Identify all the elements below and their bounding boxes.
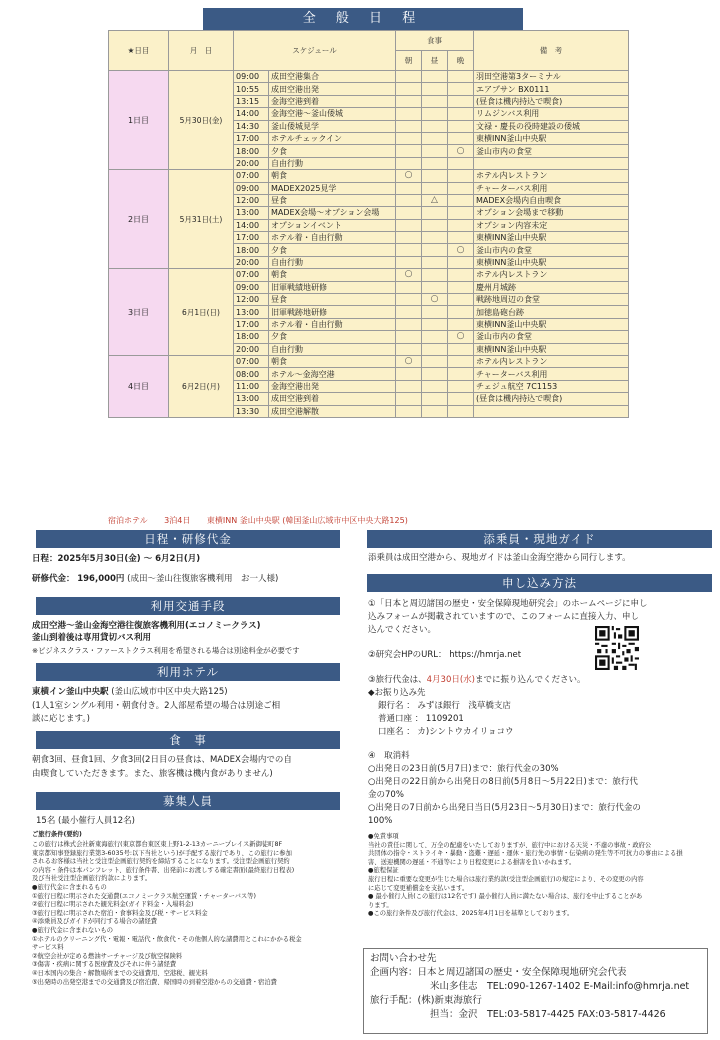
header-notes: 備 考 <box>474 31 629 71</box>
row-time: 11:00 <box>234 380 269 392</box>
row-activity: ホテル着・自由行動 <box>269 318 396 330</box>
cancel-2a: ○出発日の22日前から出発日の8日前(5月8日～5月22日)まで：旅行代 <box>368 777 638 787</box>
row-lunch <box>422 244 448 256</box>
bank-holder-label: 口座名 ： <box>378 727 415 737</box>
fine-print-line: ①ホテルのクリーニング代・電報・電話代・飲食代・その他個人的な諸費用とこれにかかる税金 <box>32 935 302 943</box>
row-activity: 成田空港集合 <box>269 71 396 83</box>
fine-print-line: ●免責事項 <box>368 833 399 840</box>
row-lunch <box>422 145 448 157</box>
bank-acct: 1109201 <box>425 714 464 724</box>
cancel-1: ○出発日の23日前(5月7日)まで：旅行代金の30% <box>368 764 559 774</box>
fine-print-line: ⑤出発時の出発空港までの交通費及び宿泊費、帰国時の到着空港からの交通費・宿泊費 <box>32 978 277 986</box>
row-activity: 昼食 <box>269 194 396 206</box>
contact-planner: 企画内容：日本と周辺諸国の歴史・安全保障現地研究会代表 <box>370 967 627 978</box>
fine-print-line: ④添乗員及びガイドが同行する場合の諸経費 <box>32 918 158 926</box>
schedule-row <box>109 269 629 281</box>
fine-print-line: ②旅行日程に明示された観光料金(ガイド料金・入場料金) <box>32 901 194 909</box>
row-time: 12:00 <box>234 294 269 306</box>
row-activity: MADEX2025見学 <box>269 182 396 194</box>
meals-line2: 由喫食していただきます。また、旅客機は機内食がありません) <box>32 769 273 779</box>
row-lunch <box>422 256 448 268</box>
contact-agency-contact: 担当：金沢 TEL:03-5817-4425 FAX:03-5817-4426 <box>430 1009 666 1020</box>
row-breakfast <box>396 157 422 169</box>
row-activity: オプションイベント <box>269 219 396 231</box>
header-schedule: スケジュール <box>234 31 396 71</box>
cost-note: (成田～釜山往復旅客機利用 お一人様) <box>127 574 279 584</box>
row-lunch <box>422 157 448 169</box>
fine-print-line: 及び当社受注型企画旅行約款によります。 <box>32 875 152 883</box>
row-dinner <box>448 306 474 318</box>
apply-deadline-date: 4月30日(水) <box>426 675 475 685</box>
day-label: 3日目 <box>109 269 169 356</box>
row-time: 17:00 <box>234 132 269 144</box>
row-dinner <box>448 157 474 169</box>
row-lunch <box>422 108 448 120</box>
row-lunch <box>422 207 448 219</box>
hotel-line2: (1人1室シングル利用・朝食付き。2人部屋希望の場合は別途ご相 <box>32 701 281 711</box>
row-note: 東横INN釜山中央駅 <box>474 318 629 330</box>
row-note: 東横INN釜山中央駅 <box>474 232 629 244</box>
cost-label: 研修代金： <box>32 574 75 584</box>
row-time: 18:00 <box>234 331 269 343</box>
bank-acct-label: 普通口座 ： <box>378 714 424 724</box>
row-breakfast <box>396 108 422 120</box>
row-note: 釜山市内の食堂 <box>474 244 629 256</box>
row-lunch: ○ <box>422 294 448 306</box>
row-dinner <box>448 170 474 182</box>
fine-print-line: 東京都知事登録旅行業第3-6035号:以下当社という)が手配する旅行であり、この旅行に参加 <box>32 849 292 857</box>
row-activity: 昼食 <box>269 294 396 306</box>
recruit-text: 15名 (最小催行人員12名) <box>36 816 135 826</box>
contact-title: お問い合わせ先 <box>370 953 437 964</box>
cancel-3b: 100% <box>368 816 393 826</box>
row-lunch <box>422 71 448 83</box>
row-breakfast <box>396 343 422 355</box>
row-time: 09:00 <box>234 281 269 293</box>
day-label: 2日目 <box>109 170 169 269</box>
row-time: 14:30 <box>234 120 269 132</box>
row-dinner: ○ <box>448 331 474 343</box>
fine-print-line: ③旅行日程に明示された宿泊・食事料金及び税・サービス料金 <box>32 909 208 917</box>
row-dinner <box>448 318 474 330</box>
apply-url-line <box>368 649 521 661</box>
row-breakfast <box>396 380 422 392</box>
fine-print-line: ●旅行代金に含まれないもの <box>32 926 114 934</box>
row-note: (昼食は機内持込で喫食) <box>474 393 629 405</box>
row-lunch <box>422 182 448 194</box>
row-time: 09:00 <box>234 71 269 83</box>
fine-print-line: 当社の責任に関して、万全の配慮をいたしておりますが、旅行中における天災・不慮の事故・政府公 <box>368 841 652 849</box>
dates-cost-header: 日程・研修代金 <box>36 530 340 548</box>
row-breakfast <box>396 232 422 244</box>
row-breakfast: ○ <box>396 170 422 182</box>
guide-text: 添乗員は成田空港から、現地ガイドは釜山金海空港から同行します。 <box>368 553 631 563</box>
row-lunch: △ <box>422 194 448 206</box>
row-lunch <box>422 170 448 182</box>
hotel-name: 東横INN 釜山中央駅 (韓国釜山広域市中区中央大路125) <box>206 516 408 525</box>
row-activity: 自由行動 <box>269 157 396 169</box>
row-lunch <box>422 306 448 318</box>
row-note: (昼食は機内持込で喫食) <box>474 95 629 107</box>
recruit-header: 募集人員 <box>36 792 340 810</box>
row-time: 08:00 <box>234 368 269 380</box>
apply-deadline-b: までに振り込んでください。 <box>474 675 586 685</box>
row-dinner <box>448 120 474 132</box>
fine-print-line: ●旅程保証 <box>368 867 399 875</box>
day-date: 6月1日(日) <box>169 269 234 356</box>
row-activity: 自由行動 <box>269 256 396 268</box>
row-lunch <box>422 120 448 132</box>
row-breakfast <box>396 331 422 343</box>
row-dinner <box>448 132 474 144</box>
hotel-line3: 談に応じます。) <box>32 714 90 724</box>
fine-print-line: ②航空会社が定める燃油サーチャージ及び航空保険料 <box>32 952 183 960</box>
row-time: 18:00 <box>234 145 269 157</box>
row-breakfast <box>396 219 422 231</box>
fine-print-right <box>368 833 713 919</box>
row-breakfast <box>396 95 422 107</box>
row-time: 13:30 <box>234 405 269 417</box>
row-time: 14:00 <box>234 108 269 120</box>
row-dinner <box>448 232 474 244</box>
row-dinner: ○ <box>448 244 474 256</box>
row-time: 13:00 <box>234 207 269 219</box>
row-activity: 朝食 <box>269 355 396 367</box>
bank-name-line <box>378 700 511 712</box>
row-activity: 成田空港解散 <box>269 405 396 417</box>
hotel-header: 利用ホテル <box>36 663 340 681</box>
schedule-row <box>109 71 629 83</box>
fine-print-line: ③傷害・疾病に関する医療費及びそれに伴う諸経費 <box>32 961 177 969</box>
row-activity: 釜山倭城見学 <box>269 120 396 132</box>
row-activity: 成田空港出発 <box>269 83 396 95</box>
row-dinner <box>448 83 474 95</box>
row-activity: 金海空港到着 <box>269 95 396 107</box>
fine-print-left <box>32 841 344 987</box>
row-breakfast <box>396 306 422 318</box>
fine-print-line: されるお客様は当社と受注型企画旅行契約を締結することになります。受注型企画旅行契約 <box>32 858 290 866</box>
row-breakfast: ○ <box>396 269 422 281</box>
row-note: 羽田空港第3ターミナル <box>474 71 629 83</box>
row-dinner <box>448 294 474 306</box>
row-dinner <box>448 269 474 281</box>
row-time: 17:00 <box>234 232 269 244</box>
bank-holder: カ)シントウカイリョコウ <box>417 727 514 737</box>
schedule-table <box>108 30 629 418</box>
apply-p1c: 込んでください。 <box>368 625 437 635</box>
row-activity: 夕食 <box>269 331 396 343</box>
row-time: 17:00 <box>234 318 269 330</box>
qr-code-icon <box>595 626 639 670</box>
row-activity: 成田空港到着 <box>269 393 396 405</box>
row-activity: ホテル着・自由行動 <box>269 232 396 244</box>
header-date: 月 日 <box>169 31 234 71</box>
hotel-label: 宿泊ホテル <box>108 516 148 525</box>
apply-deadline-a: ③旅行代金は、 <box>368 675 427 685</box>
fine-print-line: ●この旅行条件及び旅行代金は、2025年4月1日を基準としております。 <box>368 910 574 918</box>
row-breakfast <box>396 132 422 144</box>
dates-text: 日程：2025年5月30日(金) ～ 6月2日(月) <box>32 554 201 564</box>
row-dinner <box>448 256 474 268</box>
apply-p1b: 込みフォームが掲載されていますので、このフォームに直接入力、申し <box>368 612 639 622</box>
row-breakfast <box>396 182 422 194</box>
row-breakfast <box>396 256 422 268</box>
row-time: 07:00 <box>234 170 269 182</box>
row-time: 09:00 <box>234 182 269 194</box>
row-time: 10:55 <box>234 83 269 95</box>
row-activity: 朝食 <box>269 269 396 281</box>
row-activity: ホテル～金海空港 <box>269 368 396 380</box>
row-breakfast <box>396 281 422 293</box>
day-label: 1日目 <box>109 71 169 170</box>
fine-print-line: 共団体の指令・ストライキ・暴動・盗難・遅延・運休・旅行先の事情・伝染病の発生等不可抗力の事由による損 <box>368 850 683 858</box>
row-note: 加徳島砲台跡 <box>474 306 629 318</box>
hotel-address: (釜山広域市中区中央大路125) <box>111 687 228 697</box>
bank-name-label: 銀行名 ： <box>378 701 415 711</box>
row-breakfast: ○ <box>396 355 422 367</box>
fine-print-line: 旅行日程に重要な変更が生じた場合は旅行業約款(受注型企画旅行)の規定により、その変更の内容 <box>368 875 644 883</box>
row-breakfast <box>396 120 422 132</box>
row-activity: 朝食 <box>269 170 396 182</box>
day-date: 5月30日(金) <box>169 71 234 170</box>
fine-left-title: ご旅行条件(要約) <box>32 831 82 838</box>
row-note: オプション会場まで移動 <box>474 207 629 219</box>
row-note: ホテル内レストラン <box>474 355 629 367</box>
row-note: 東横INN釜山中央駅 <box>474 132 629 144</box>
schedule-row <box>109 355 629 367</box>
guide-header: 添乗員・現地ガイド <box>367 530 712 548</box>
meals-line1: 朝食3回、昼食1回、夕食3回(2日目の昼食は、MADEX会場内での自 <box>32 755 292 765</box>
row-activity: 金海空港出発 <box>269 380 396 392</box>
apply-p1a: ①「日本と周辺諸国の歴史・安全保障現地研究会」のホームページに申し <box>368 599 648 609</box>
header-lunch: 昼 <box>422 51 448 71</box>
transport-note: ※ビジネスクラス・ファーストクラス利用を希望される場合は別途料金が必要です <box>32 646 300 655</box>
row-lunch <box>422 355 448 367</box>
row-note: ホテル内レストラン <box>474 170 629 182</box>
transport-line1: 成田空港～釜山金海空港往復旅客機利用(エコノミークラス) <box>32 621 261 631</box>
row-dinner <box>448 95 474 107</box>
row-breakfast <box>396 145 422 157</box>
row-dinner <box>448 194 474 206</box>
row-time: 13:00 <box>234 393 269 405</box>
transport-header: 利用交通手段 <box>36 597 340 615</box>
row-note: チャーターバス利用 <box>474 182 629 194</box>
header-meals: 食事 <box>396 31 474 51</box>
cost-line <box>32 573 278 585</box>
apply-deadline-line <box>368 674 586 686</box>
contact-planner-name: 米山多佳志 TEL:090-1267-1402 E-Mail:info@hmrja.net <box>430 981 690 992</box>
row-breakfast <box>396 318 422 330</box>
day-label: 4日目 <box>109 355 169 417</box>
row-activity: 夕食 <box>269 145 396 157</box>
hotel-name-line <box>32 686 228 698</box>
apply-header: 申し込み方法 <box>367 574 712 592</box>
row-note: エアプサン BX0111 <box>474 83 629 95</box>
row-breakfast <box>396 393 422 405</box>
apply-url-label: ②研究会HPのURL： <box>368 650 447 660</box>
fine-print-line: ①旅行日程に明示された交通費(エコノミークラス航空運賃・チャーターバス等) <box>32 892 256 900</box>
fine-print-line: ● 最小催行人員(この旅行は12名です) 最小催行人員に満たない場合は、旅行を中止することがあ <box>368 893 643 901</box>
schedule-row <box>109 170 629 182</box>
row-lunch <box>422 132 448 144</box>
fine-print-line: サービス料 <box>32 944 64 952</box>
apply-url-link[interactable]: https://hmrja.net <box>449 650 522 660</box>
row-breakfast <box>396 194 422 206</box>
row-dinner <box>448 108 474 120</box>
row-note: 東横INN釜山中央駅 <box>474 256 629 268</box>
row-time: 20:00 <box>234 157 269 169</box>
row-lunch <box>422 95 448 107</box>
row-breakfast <box>396 83 422 95</box>
row-time: 13:00 <box>234 306 269 318</box>
row-dinner: ○ <box>448 145 474 157</box>
row-dinner <box>448 355 474 367</box>
row-dinner <box>448 281 474 293</box>
row-lunch <box>422 83 448 95</box>
fine-print-line: に応じて変更補償金を支払います。 <box>368 884 469 892</box>
bank-name: みずほ銀行 浅草橋支店 <box>417 701 511 711</box>
day-date: 5月31日(土) <box>169 170 234 269</box>
hotel-nights: 3泊4日 <box>164 516 191 525</box>
bank-holder-line <box>378 726 514 738</box>
row-note: ホテル内レストラン <box>474 269 629 281</box>
hotel-line <box>108 515 422 526</box>
row-note: 文禄・慶長の役時建設の倭城 <box>474 120 629 132</box>
row-note: リムジンバス利用 <box>474 108 629 120</box>
row-note <box>474 405 629 417</box>
row-lunch <box>422 405 448 417</box>
fine-print-line: ④日本国内の集合・解散場所までの交通費用、空港税、観光料 <box>32 969 208 977</box>
fine-print-line: の内容・条件は本パンフレット、旅行条件書、出発前にお渡しする確定書面(最終旅行日程表) <box>32 866 295 874</box>
meals-header: 食 事 <box>36 731 340 749</box>
bank-title: ◆お振り込み先 <box>368 688 426 698</box>
row-time: 12:00 <box>234 194 269 206</box>
row-lunch <box>422 393 448 405</box>
row-note: 東横INN釜山中央駅 <box>474 343 629 355</box>
row-time: 07:00 <box>234 269 269 281</box>
row-time: 20:00 <box>234 343 269 355</box>
row-time: 20:00 <box>234 256 269 268</box>
cost-value: 196,000円 <box>77 574 125 584</box>
row-lunch <box>422 232 448 244</box>
row-note: チャーターバス利用 <box>474 368 629 380</box>
row-note: オプション内容未定 <box>474 219 629 231</box>
row-lunch <box>422 380 448 392</box>
cancel-2b: 金の70% <box>368 790 404 800</box>
row-note <box>474 157 629 169</box>
row-lunch <box>422 269 448 281</box>
row-dinner <box>448 393 474 405</box>
transport-line2: 釜山到着後は専用貸切バス利用 <box>32 633 152 643</box>
row-breakfast <box>396 294 422 306</box>
row-note: チェジュ航空 7C1153 <box>474 380 629 392</box>
contact-agency: 旅行手配：(株)新東海旅行 <box>370 995 482 1006</box>
row-activity: 自由行動 <box>269 343 396 355</box>
cancel-title: ④ 取消料 <box>368 751 410 761</box>
row-activity: 旧軍戦績地研修 <box>269 281 396 293</box>
row-time: 13:15 <box>234 95 269 107</box>
row-lunch <box>422 343 448 355</box>
row-note: 釜山市内の食堂 <box>474 145 629 157</box>
row-note: 慶州月城跡 <box>474 281 629 293</box>
row-activity: 旧軍戦跡地研修 <box>269 306 396 318</box>
row-dinner <box>448 380 474 392</box>
fine-print-line: 害、送迎機関の遅延・不通等により日程変更による損害を負いかねます。 <box>368 858 576 866</box>
row-activity: 金海空港～釜山倭城 <box>269 108 396 120</box>
header-dinner: 晩 <box>448 51 474 71</box>
row-breakfast <box>396 207 422 219</box>
row-dinner <box>448 219 474 231</box>
row-dinner <box>448 207 474 219</box>
row-breakfast <box>396 71 422 83</box>
row-breakfast <box>396 368 422 380</box>
row-note: MADEX会場内自由喫食 <box>474 194 629 206</box>
row-dinner <box>448 405 474 417</box>
row-time: 18:00 <box>234 244 269 256</box>
contact-box <box>363 948 708 1034</box>
cancel-3a: ○出発日の7日前から出発日当日(5月23日～5月30日)まで：旅行代金の <box>368 803 641 813</box>
row-dinner <box>448 71 474 83</box>
bank-acct-line <box>378 713 464 725</box>
row-breakfast <box>396 405 422 417</box>
row-lunch <box>422 281 448 293</box>
row-lunch <box>422 318 448 330</box>
row-activity: 夕食 <box>269 244 396 256</box>
row-note: 釜山市内の食堂 <box>474 331 629 343</box>
fine-print-line: この旅行は株式会社新東海旅行(東京都台東区東上野1-2-13カーニープレイス新御徒町8F <box>32 841 283 848</box>
header-breakfast: 朝 <box>396 51 422 71</box>
row-dinner <box>448 343 474 355</box>
row-lunch <box>422 368 448 380</box>
row-dinner <box>448 182 474 194</box>
row-breakfast <box>396 244 422 256</box>
hotel-name-text: 東横イン釜山中央駅 <box>32 687 109 697</box>
row-activity: ホテルチェックイン <box>269 132 396 144</box>
row-time: 14:00 <box>234 219 269 231</box>
fine-print-line: ●旅行代金に含まれるもの <box>32 883 107 891</box>
schedule-title: 全 般 日 程 <box>203 8 523 30</box>
row-activity: MADEX会場～オプション会場 <box>269 207 396 219</box>
row-lunch <box>422 331 448 343</box>
header-day: ★日目 <box>109 31 169 71</box>
fine-print-line: ります。 <box>368 901 393 909</box>
day-date: 6月2日(月) <box>169 355 234 417</box>
row-dinner <box>448 368 474 380</box>
row-note: 戦跡地周辺の食堂 <box>474 294 629 306</box>
row-lunch <box>422 219 448 231</box>
row-time: 07:00 <box>234 355 269 367</box>
